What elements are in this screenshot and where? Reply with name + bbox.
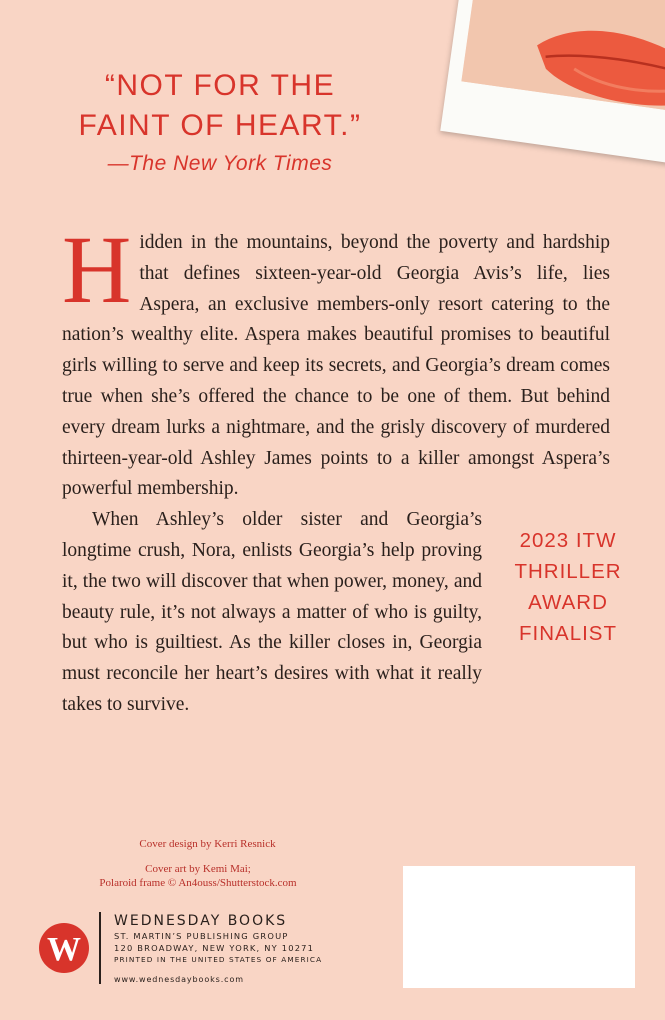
lips-photo xyxy=(461,0,665,114)
award-line-4: FINALIST xyxy=(519,622,617,645)
printed-in: PRINTED IN THE UNITED STATES OF AMERICA xyxy=(114,955,323,964)
review-quote-line-1: “NOT FOR THE xyxy=(104,69,336,102)
publisher-name: WEDNESDAY BOOKS xyxy=(114,913,288,929)
review-quote-line-2: FAINT OF HEART.” xyxy=(78,109,362,142)
lips-illustration xyxy=(461,0,665,114)
logo-letter: W xyxy=(47,931,81,968)
award-line-2: THRILLER xyxy=(514,560,622,583)
wednesday-books-logo-icon xyxy=(38,920,90,976)
frame-credit-line: Polaroid frame © An4ouss/Shutterstock.com xyxy=(99,877,297,889)
review-source: —The New York Times xyxy=(107,152,333,175)
publisher-url: www.wednesdaybooks.com xyxy=(114,975,244,984)
review-quote xyxy=(70,66,370,176)
barcode-area xyxy=(403,866,635,988)
publisher-group: ST. MARTIN’S PUBLISHING GROUP xyxy=(114,931,289,941)
polaroid-photo-frame xyxy=(440,0,665,167)
blurb-paragraph-1 xyxy=(62,216,610,505)
drop-cap: H xyxy=(62,216,132,323)
cover-design-credit: Cover design by Kerri Resnick xyxy=(139,838,276,850)
blurb-paragraph-2: When Ashley’s older sister and Georgia’s longtime crush, Nora, enlists Georgia’s help proving it, the two will discover that when power, money, and beauty rule, it’s not always a matter of who is guilty, but who is guiltiest. As the killer closes in, Georgia must reconcile her heart’s desires with what it really takes to survive. xyxy=(62,509,482,715)
publisher-address: 120 BROADWAY, NEW YORK, NY 10271 xyxy=(114,943,315,953)
cover-art-credit xyxy=(62,862,334,890)
award-line-1: 2023 ITW xyxy=(519,529,617,552)
blurb-paragraph-1-text: idden in the mountains, beyond the poverty and hardship that defines sixteen-year-old Georgia Avis’s life, lies Aspera, an exclusive members-only resort catering to the nation’s wealthy elite. Aspera makes beautiful promises to beautiful girls willing to serve and keep its secrets, and Georgia’s dream comes true when she’s offered the chance to be one of them. But behind every dream lurks a nightmare, and the grisly discovery of murdered thirteen-year-old Ashley James points to a killer amongst Aspera’s powerful membership. xyxy=(62,232,610,500)
cover-art-credit-line: Cover art by Kemi Mai; xyxy=(145,863,251,875)
publisher-divider xyxy=(99,912,101,984)
award-badge xyxy=(493,525,643,649)
award-line-3: AWARD xyxy=(528,591,608,614)
publisher-info xyxy=(114,912,322,984)
